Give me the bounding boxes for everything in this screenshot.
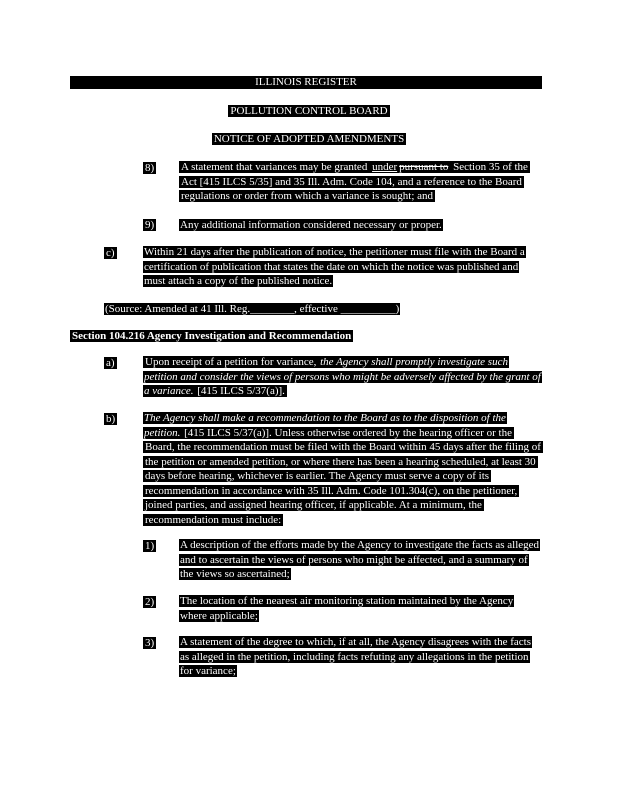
- source-note: (Source: Amended at 41 Ill. Reg.________, effective __________): [105, 303, 400, 315]
- subsection-a-text: Upon receipt of a petition for variance, the Agency shall promptly investigate such petition and consider the views of persons who might be adversely affected by the grant of a variance. [415 ILCS 5/37(a)].: [144, 356, 541, 397]
- subsection-a-number: a): [106, 357, 115, 369]
- register-header: [70, 76, 542, 89]
- item-b2-text: The location of the nearest air monitoring station maintained by the Agency where applicable;: [180, 595, 514, 622]
- section-title: Section 104.216 Agency Investigation and Recommendation: [72, 330, 352, 342]
- item-c-text: Within 21 days after the publication of notice, the petitioner must file with the Board a certification of publication that states the date on which the notice was published and must attach a copy of the published notice.: [144, 246, 525, 287]
- item-8-text: A statement that variances may be granted under pursuant to Section 35 of the Act [415 ILCS 5/35] and 35 Ill. Adm. Code 104, and a reference to the Board regulations or order from which a variance is sought; and: [181, 161, 528, 202]
- item-b3-number: 3): [145, 637, 155, 649]
- board-header: [0, 105, 618, 118]
- notice-header: [0, 133, 618, 146]
- subsection-b-number: b): [106, 413, 116, 425]
- board-title: POLLUTION CONTROL BOARD: [230, 105, 388, 117]
- item-9-number: 9): [145, 219, 155, 231]
- item-9-text: Any additional information considered necessary or proper.: [180, 219, 442, 231]
- item-b1-number: 1): [145, 540, 155, 552]
- notice-title: NOTICE OF ADOPTED AMENDMENTS: [213, 133, 405, 145]
- item-b1-text: A description of the efforts made by the Agency to investigate the facts as alleged and to ascertain the views of persons who might be affected, and a summary of the views so ascertained;: [180, 539, 540, 580]
- item-8-number: 8): [145, 162, 155, 174]
- item-b3-text: A statement of the degree to which, if at all, the Agency disagrees with the facts as alleged in the petition, including facts refuting any allegations in the petition for variance;: [180, 636, 531, 677]
- register-title: ILLINOIS REGISTER: [255, 76, 357, 88]
- item-c-number: c): [106, 247, 115, 259]
- subsection-b-text: The Agency shall make a recommendation to the Board as to the disposition of the petition. [415 ILCS 5/37(a)]. Unless otherwise ordered by the hearing officer or the Board, the recommendation must be filed with the Board within 45 days after the filing of the petition or amended petition, or where there has been a hearing scheduled, at least 30 days before hearing, whichever is earlier. The Agency must serve a copy of its recommendation in accordance with 35 Ill. Adm. Code 101.304(c), on the petitioner, joined parties, and assigned hearing officer, if applicable. At a minimum, the recommendation must include:: [144, 412, 541, 526]
- item-b2-number: 2): [145, 596, 155, 608]
